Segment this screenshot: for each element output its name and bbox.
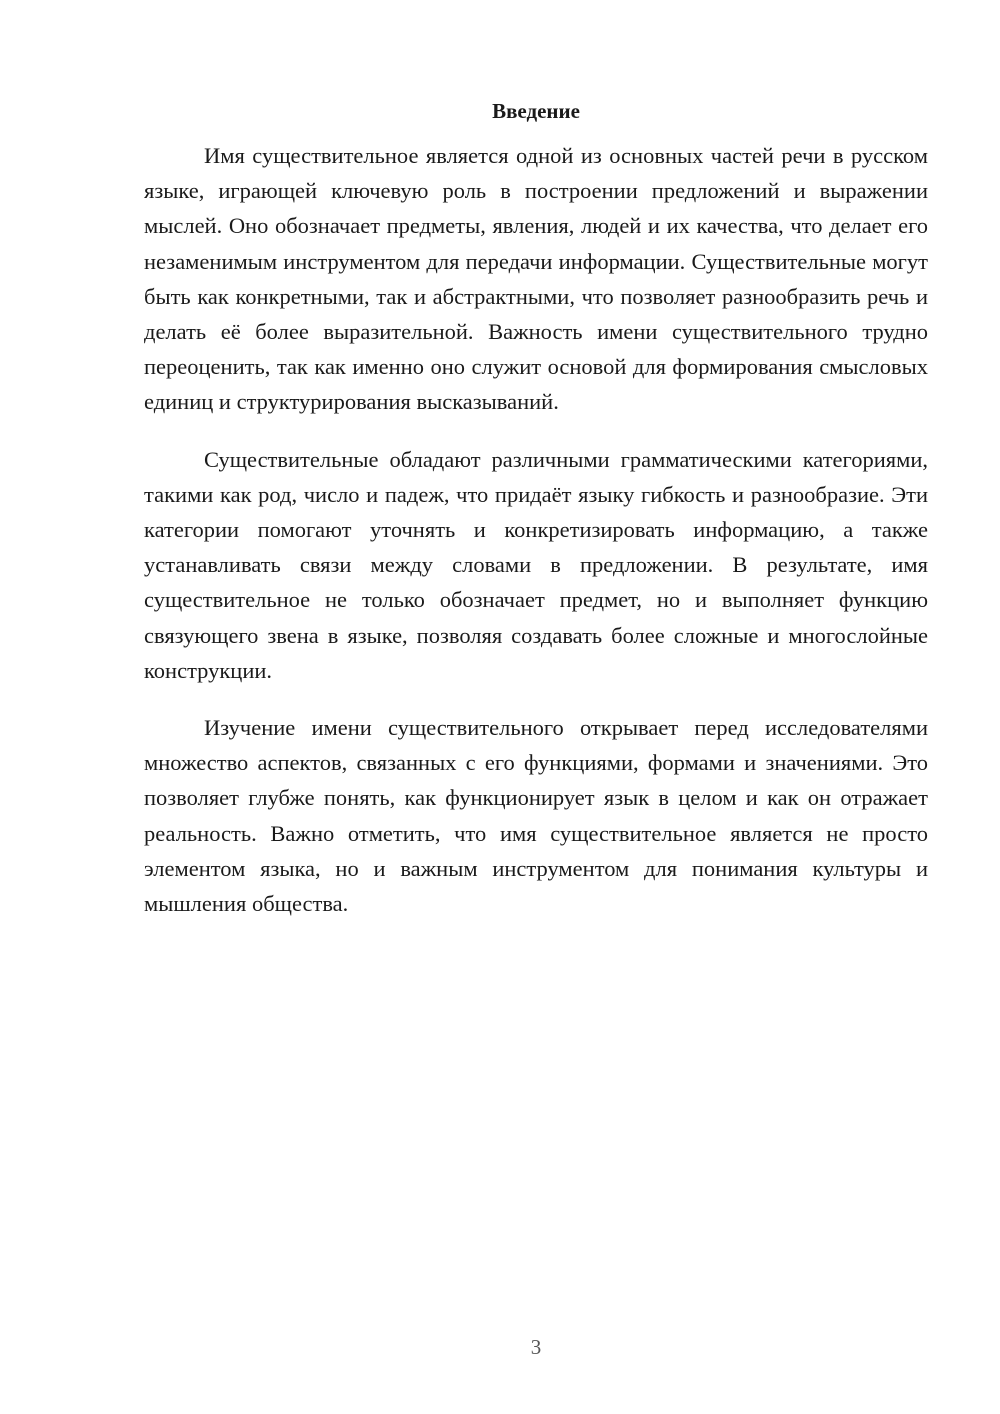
- page-number: 3: [530, 1335, 542, 1359]
- section-heading: Введение: [492, 99, 580, 123]
- paragraph-2: Существительные обладают различными грамматическими категориями, такими как род, число и падеж, что придаёт языку гибкость и разнообразие. Эти категории помогают уточнять и конкретизировать информацию, а также устанавливать связи между словами в предложении. В результате, имя существительное не только обозначает предмет, но и выполняет функцию связующего звена в языке, позволяя создавать более сложные и многослойные конструкции.: [144, 446, 928, 683]
- paragraph-3: Изучение имени существительного открывает перед исследователями множество аспектов, связанных с его функциями, формами и значениями. Это позволяет глубже понять, как функционирует язык в целом и как он отражает реальность. Важно отметить, что имя существительное является не просто элементом языка, но и важным инструментом для понимания культуры и мышления общества.: [144, 715, 928, 917]
- page-content: [144, 96, 928, 943]
- paragraph-1: Имя существительное является одной из основных частей речи в русском языке, играющей ключевую роль в построении предложений и выражении мыслей. Оно обозначает предметы, явления, людей и их качества, что делает его незаменимым инструментом для передачи информации. Существительные могут быть как конкретными, так и абстрактными, что позволяет разнообразить речь и делать её более выразительной. Важность имени существительного трудно переоценить, так как именно оно служит основой для формирования смысловых единиц и структурирования высказываний.: [144, 143, 928, 415]
